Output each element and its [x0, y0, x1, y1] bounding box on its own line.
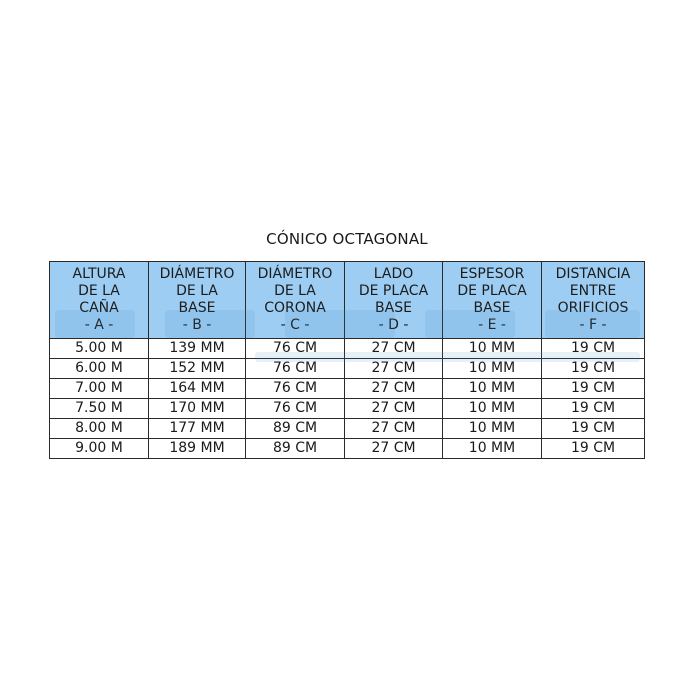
cell-diametro-corona: 76 CM [246, 379, 345, 399]
cell-lado-placa: 27 CM [345, 359, 443, 379]
cell-diametro-corona: 76 CM [246, 399, 345, 419]
header-lado-placa: LADO DE PLACA BASE - D - [345, 262, 443, 339]
cell-espesor-placa: 10 MM [443, 399, 542, 419]
cell-altura: 6.00 M [50, 359, 149, 379]
header-distancia-orificios: DISTANCIA ENTRE ORIFICIOS - F - [542, 262, 645, 339]
cell-diametro-base: 177 MM [149, 419, 246, 439]
cell-altura: 5.00 M [50, 339, 149, 359]
table-row [50, 419, 645, 439]
cell-distancia-orificios: 19 CM [542, 439, 645, 459]
header-altura: ALTURA DE LA CAÑA - A - [50, 262, 149, 339]
table-title: CÓNICO OCTAGONAL [266, 230, 428, 248]
cell-lado-placa: 27 CM [345, 379, 443, 399]
table-row [50, 399, 645, 419]
cell-distancia-orificios: 19 CM [542, 359, 645, 379]
cell-distancia-orificios: 19 CM [542, 399, 645, 419]
cell-altura: 9.00 M [50, 439, 149, 459]
cell-altura: 7.00 M [50, 379, 149, 399]
cell-espesor-placa: 10 MM [443, 339, 542, 359]
spec-table [49, 261, 645, 459]
cell-diametro-corona: 89 CM [246, 419, 345, 439]
cell-espesor-placa: 10 MM [443, 379, 542, 399]
cell-lado-placa: 27 CM [345, 439, 443, 459]
header-diametro-corona: DIÁMETRO DE LA CORONA - C - [246, 262, 345, 339]
cell-distancia-orificios: 19 CM [542, 379, 645, 399]
cell-diametro-corona: 76 CM [246, 339, 345, 359]
cell-altura: 8.00 M [50, 419, 149, 439]
cell-diametro-base: 139 MM [149, 339, 246, 359]
cell-distancia-orificios: 19 CM [542, 339, 645, 359]
cell-lado-placa: 27 CM [345, 399, 443, 419]
table-row [50, 379, 645, 399]
header-diametro-base: DIÁMETRO DE LA BASE - B - [149, 262, 246, 339]
cell-lado-placa: 27 CM [345, 339, 443, 359]
spec-table-container [49, 261, 644, 459]
table-row [50, 339, 645, 359]
table-row [50, 439, 645, 459]
cell-diametro-base: 189 MM [149, 439, 246, 459]
cell-diametro-base: 164 MM [149, 379, 246, 399]
cell-altura: 7.50 M [50, 399, 149, 419]
cell-diametro-corona: 89 CM [246, 439, 345, 459]
cell-espesor-placa: 10 MM [443, 359, 542, 379]
cell-diametro-base: 170 MM [149, 399, 246, 419]
cell-espesor-placa: 10 MM [443, 419, 542, 439]
table-row [50, 359, 645, 379]
cell-distancia-orificios: 19 CM [542, 419, 645, 439]
header-row [50, 262, 645, 339]
header-espesor-placa: ESPESOR DE PLACA BASE - E - [443, 262, 542, 339]
cell-lado-placa: 27 CM [345, 419, 443, 439]
cell-diametro-base: 152 MM [149, 359, 246, 379]
cell-diametro-corona: 76 CM [246, 359, 345, 379]
cell-espesor-placa: 10 MM [443, 439, 542, 459]
